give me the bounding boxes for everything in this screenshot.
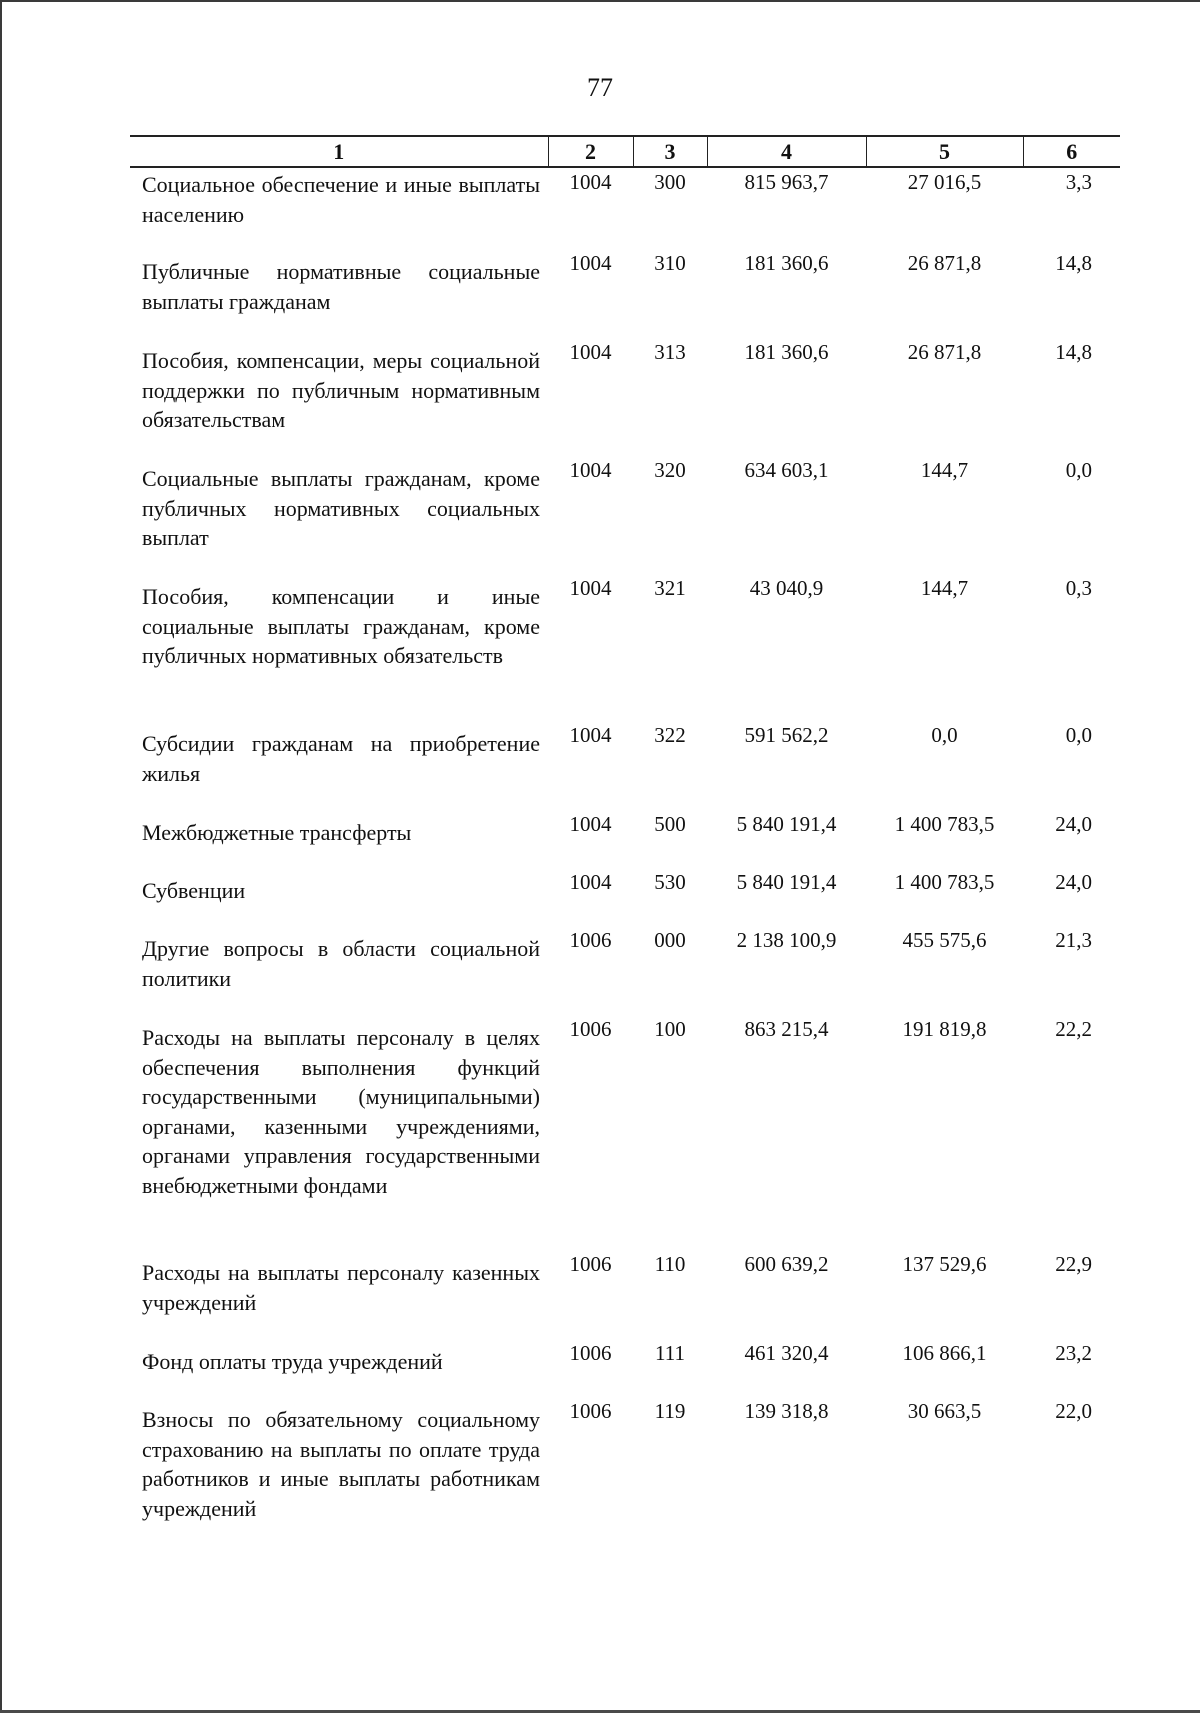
row-section-code: 1004 [569,576,612,600]
row-section-code: 1004 [569,458,612,482]
row-expense-type-code: 119 [654,1399,686,1423]
row-name: Социальные выплаты гражданам, кроме публичных нормативных социальных выплат [142,466,540,550]
row-section-code: 1006 [569,1017,612,1041]
row-section-code: 1006 [569,1252,612,1276]
row-percent: 21,3 [1055,928,1092,952]
row-percent: 0,0 [1065,458,1092,482]
row-name: Публичные нормативные социальные выплаты гражданам [142,259,540,314]
row-percent: 24,0 [1055,870,1092,894]
row-actual-amount: 106 866,1 [902,1341,987,1365]
page-number: 77 [587,73,613,102]
scan-edge-top [0,0,1200,2]
row-expense-type-code: 321 [654,576,686,600]
row-percent: 0,0 [1065,723,1092,747]
table-row [130,1395,1120,1545]
table-row [130,167,1120,247]
table-row [130,808,1120,866]
row-actual-amount: 455 575,6 [902,928,987,952]
row-percent: 14,8 [1055,340,1092,364]
row-plan-amount: 139 318,8 [744,1399,829,1423]
column-header-6: 6 [1023,136,1120,167]
row-section-code: 1004 [569,723,612,747]
row-expense-type-code: 000 [654,928,686,952]
row-section-code: 1004 [569,251,612,275]
row-plan-amount: 591 562,2 [744,723,829,747]
row-plan-amount: 181 360,6 [744,340,829,364]
row-plan-amount: 2 138 100,9 [736,928,837,952]
row-actual-amount: 26 871,8 [907,251,982,275]
row-plan-amount: 634 603,1 [744,458,829,482]
table-row [130,572,1120,719]
row-plan-amount: 600 639,2 [744,1252,829,1276]
row-actual-amount: 137 529,6 [902,1252,987,1276]
row-actual-amount: 27 016,5 [907,170,982,194]
row-section-code: 1004 [569,812,612,836]
table-header-row [130,136,1120,167]
row-name: Межбюджетные трансферты [142,820,412,845]
row-section-code: 1006 [569,928,612,952]
table-row [130,336,1120,454]
budget-table [130,135,1120,1545]
row-name: Социальное обеспечение и иные выплаты населению [142,172,540,227]
row-expense-type-code: 111 [655,1341,685,1365]
row-actual-amount: 191 819,8 [902,1017,987,1041]
row-percent: 24,0 [1055,812,1092,836]
row-name: Фонд оплаты труда учреждений [142,1349,443,1374]
row-name: Субвенции [142,878,246,903]
row-actual-amount: 1 400 783,5 [894,870,995,894]
table-row [130,924,1120,1013]
row-expense-type-code: 300 [654,170,686,194]
row-percent: 0,3 [1065,576,1092,600]
row-section-code: 1006 [569,1341,612,1365]
row-expense-type-code: 100 [654,1017,686,1041]
row-name: Субсидии гражданам на приобретение жилья [142,731,540,786]
row-section-code: 1004 [569,340,612,364]
row-plan-amount: 863 215,4 [744,1017,829,1041]
row-expense-type-code: 322 [654,723,686,747]
table-row [130,1013,1120,1248]
column-header-1: 1 [130,136,548,167]
row-name: Расходы на выплаты персоналу в целях обеспечения выполнения функций государственными (муниципальными) органами, казенными учреждениями, органами управления государственными внебюджетными фондами [142,1025,540,1198]
row-percent: 22,9 [1055,1252,1092,1276]
row-expense-type-code: 313 [654,340,686,364]
row-plan-amount: 461 320,4 [744,1341,829,1365]
row-percent: 23,2 [1055,1341,1092,1365]
row-percent: 22,0 [1055,1399,1092,1423]
row-percent: 22,2 [1055,1017,1092,1041]
table-row [130,454,1120,572]
row-actual-amount: 144,7 [920,458,969,482]
row-plan-amount: 815 963,7 [744,170,829,194]
scan-edge-left [0,0,2,1713]
column-header-2: 2 [548,136,633,167]
row-name: Расходы на выплаты персоналу казенных учреждений [142,1260,540,1315]
row-plan-amount: 5 840 191,4 [736,870,837,894]
row-expense-type-code: 500 [654,812,686,836]
table-row [130,1337,1120,1395]
row-actual-amount: 1 400 783,5 [894,812,995,836]
row-expense-type-code: 530 [654,870,686,894]
column-header-5: 5 [866,136,1023,167]
row-actual-amount: 30 663,5 [907,1399,982,1423]
row-plan-amount: 43 040,9 [749,576,824,600]
table-row [130,719,1120,808]
table-row [130,866,1120,924]
row-name: Другие вопросы в области социальной политики [142,936,540,991]
row-actual-amount: 26 871,8 [907,340,982,364]
row-plan-amount: 181 360,6 [744,251,829,275]
column-header-3: 3 [633,136,707,167]
row-actual-amount: 0,0 [931,723,958,747]
row-section-code: 1004 [569,870,612,894]
row-expense-type-code: 310 [654,251,686,275]
row-percent: 3,3 [1065,170,1092,194]
column-header-4: 4 [707,136,866,167]
row-name: Пособия, компенсации, меры социальной поддержки по публичным нормативным обязательствам [142,348,540,432]
row-name: Пособия, компенсации и иные социальные выплаты гражданам, кроме публичных нормативных обязательств [142,584,540,668]
row-plan-amount: 5 840 191,4 [736,812,837,836]
row-name: Взносы по обязательному социальному страхованию на выплаты по оплате труда работников и иные выплаты работникам учреждений [142,1407,540,1521]
row-percent: 14,8 [1055,251,1092,275]
row-section-code: 1004 [569,170,612,194]
table-row [130,247,1120,336]
row-actual-amount: 144,7 [920,576,969,600]
row-section-code: 1006 [569,1399,612,1423]
row-expense-type-code: 320 [654,458,686,482]
row-expense-type-code: 110 [654,1252,686,1276]
table-row [130,1248,1120,1337]
